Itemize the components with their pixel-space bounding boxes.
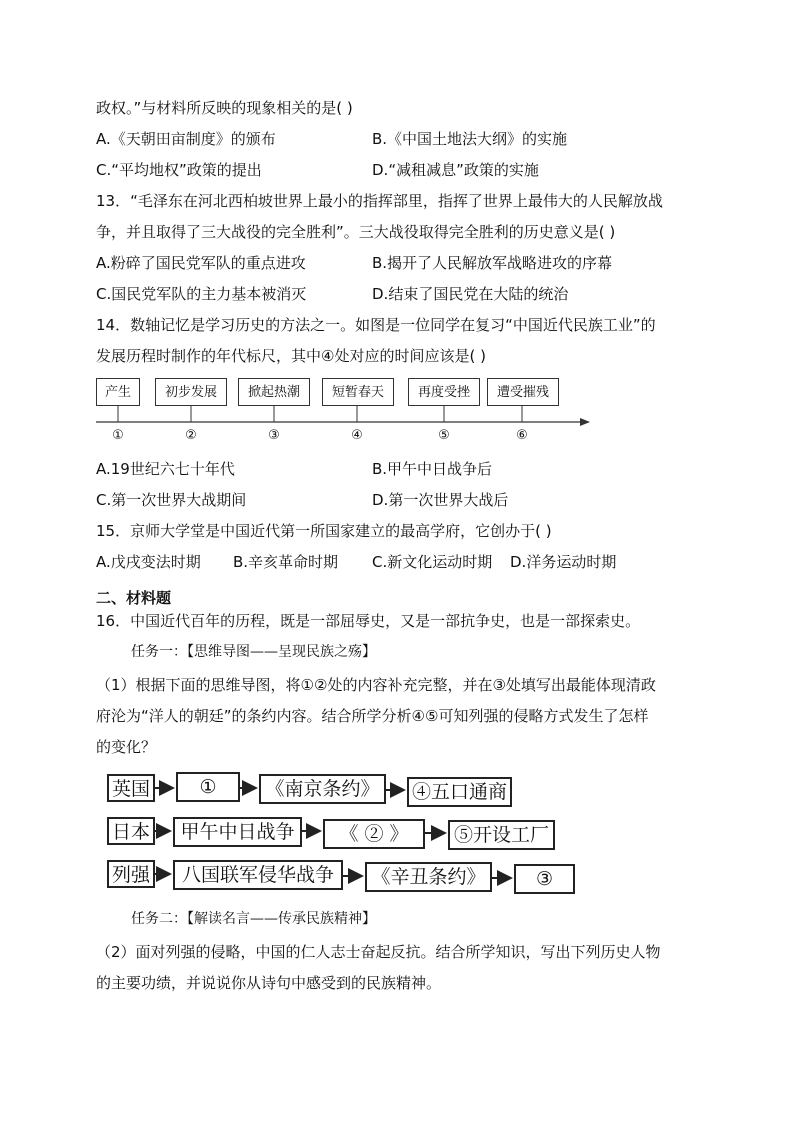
mindmap-blank-2: 《 ② 》 [323,819,425,849]
timeline-stage-6: 遭受摧残 [487,378,559,406]
q12-option-a: A.《天朝田亩制度》的颁布 [96,130,276,148]
q12-continuation: 政权。”与材料所反映的现象相关的是( ) [96,99,353,117]
q15-option-d: D.洋务运动时期 [510,553,617,571]
q15-option-c: C.新文化运动时期 [372,553,493,571]
mindmap-nanjing-treaty: 《南京条约》 [259,774,386,804]
timeline-stage-2: 初步发展 [155,378,227,406]
mindmap-open-factories: ⑤开设工厂 [448,820,555,850]
q13-option-c: C.国民党军队的主力基本被消灭 [96,285,307,303]
section-heading: 二、材料题 [96,589,172,607]
mindmap-england: 英国 [107,774,155,802]
mindmap-sino-japanese-war: 甲午中日战争 [173,817,302,847]
q14-option-c: C.第一次世界大战期间 [96,491,247,509]
mindmap-eight-nation-war: 八国联军侵华战争 [173,860,343,890]
mindmap-blank-1: ① [176,772,240,802]
q14-option-d: D.第一次世界大战后 [372,491,509,509]
q13-option-d: D.结束了国民党在大陆的统治 [372,285,569,303]
timeline-stage-3: 掀起热潮 [238,378,310,406]
q14-stem-line1: 14．数轴记忆是学习历史的方法之一。如图是一位同学在复习“中国近代民族工业”的 [96,316,656,334]
timeline-stage-5: 再度受挫 [408,378,480,406]
q12-option-c: C.“平均地权”政策的提出 [96,161,262,179]
q16-part1-line1: （1）根据下面的思维导图，将①②处的内容补充完整，并在③处填写出最能体现清政 [96,676,656,694]
q14-option-b: B.甲午中日战争后 [372,460,493,478]
q16-part2-line2: 的主要功绩，并说说你从诗句中感受到的民族精神。 [96,974,442,992]
timeline-mark-6: ⑥ [516,428,528,443]
q12-option-b: B.《中国土地法大纲》的实施 [372,130,568,148]
timeline-mark-3: ③ [268,428,280,443]
q16-part2-line1: （2）面对列强的侵略，中国的仁人志士奋起反抗。结合所学知识，写出下列历史人物 [96,943,661,961]
q13-option-b: B.揭开了人民解放军战略进攻的序幕 [372,254,613,272]
timeline-stage-4: 短暂春天 [322,378,394,406]
timeline-stage-1: 产生 [96,378,140,406]
q16-part1-line3: 的变化？ [96,738,157,756]
q16-intro: 16．中国近代百年的历程，既是一部屈辱史，又是一部抗争史，也是一部探索史。 [96,612,641,630]
timeline-mark-2: ② [185,428,197,443]
q15-option-b: B.辛亥革命时期 [233,553,339,571]
mindmap-boxer-protocol: 《辛丑条约》 [365,862,492,892]
q15-option-a: A.戊戌变法时期 [96,553,201,571]
q16-task1: 任务一：【思维导图——呈现民族之殇】 [131,644,376,660]
q13-option-a: A.粉碎了国民党军队的重点进攻 [96,254,306,272]
mindmap-five-ports: ④五口通商 [407,777,512,807]
timeline-mark-4: ④ [351,428,363,443]
q12-option-d: D.“减租减息”政策的实施 [372,161,539,179]
q14-stem-line2: 发展历程时制作的年代标尺，其中④处对应的时间应该是( ) [96,347,486,365]
q15-stem: 15．京师大学堂是中国近代第一所国家建立的最高学府，它创办于( ) [96,522,552,540]
q13-stem-line1: 13．“毛泽东在河北西柏坡世界上最小的指挥部里，指挥了世界上最伟大的人民解放战 [96,192,663,210]
q13-stem-line2: 争，并且取得了三大战役的完全胜利”。三大战役取得完全胜利的历史意义是( ) [96,223,616,241]
timeline-mark-1: ① [112,428,124,443]
mindmap-blank-3: ③ [514,864,575,894]
mindmap-powers: 列强 [107,860,155,888]
q16-task2: 任务二：【解读名言——传承民族精神】 [131,911,376,927]
q14-option-a: A.19世纪六七十年代 [96,460,235,478]
timeline-mark-5: ⑤ [438,428,450,443]
q16-part1-line2: 府沦为“洋人的朝廷”的条约内容。结合所学分析④⑤可知列强的侵略方式发生了怎样 [96,707,649,725]
mindmap-japan: 日本 [107,817,155,845]
